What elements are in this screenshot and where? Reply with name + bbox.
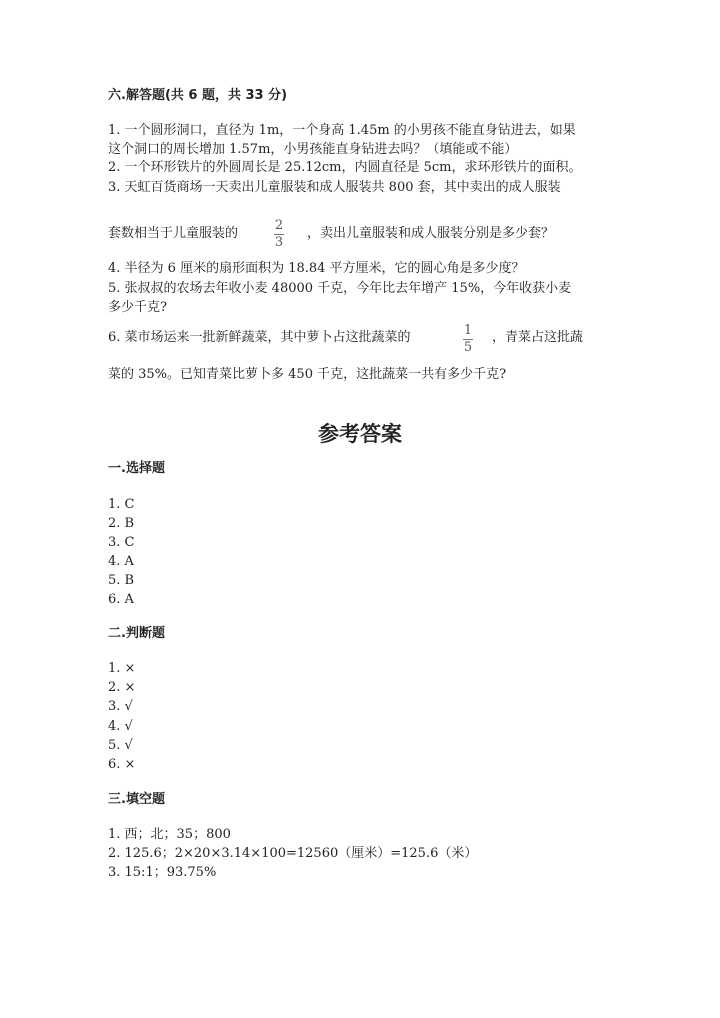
answer-item: 2. ×	[108, 680, 136, 695]
answer-item: 2. B	[108, 516, 135, 531]
answer-item: 5. B	[108, 573, 135, 588]
denominator: 3	[274, 235, 284, 250]
answers-section-1-heading: 一.选择题	[108, 461, 165, 476]
answers-title: 参考答案	[318, 422, 402, 446]
fraction-one-fifth	[463, 324, 473, 355]
answers-section-2-heading: 二.判断题	[108, 626, 165, 641]
answer-item: 4. A	[108, 554, 134, 569]
numerator: 2	[274, 218, 284, 233]
question-6-line-1-start: 6. 菜市场运来一批新鲜蔬菜，其中萝卜占这批蔬菜的	[108, 330, 411, 345]
answer-item: 1. ×	[108, 661, 136, 676]
answer-item: 5. √	[108, 738, 133, 753]
denominator: 5	[463, 340, 473, 355]
answer-item: 2. 125.6；2×20×3.14×100=12560（厘米）=125.6（米）	[108, 846, 478, 861]
question-2: 2. 一个环形铁片的外圆周长是 25.12cm，内圆直径是 5cm，求环形铁片的面积。	[108, 160, 582, 175]
answer-item: 4. √	[108, 719, 133, 734]
question-5-line-1: 5. 张叔叔的农场去年收小麦 48000 千克，今年比去年增产 15%，今年收获小麦	[108, 281, 572, 296]
answer-item: 1. C	[108, 497, 135, 512]
fraction-two-thirds	[274, 219, 284, 250]
question-3-line-2-end: ，卖出儿童服装和成人服装分别是多少套？	[307, 226, 555, 241]
question-1-line-1: 1. 一个圆形洞口，直径为 1m，一个身高 1.45m 的小男孩不能直身钻进去，如果	[108, 123, 576, 138]
question-3-line-1: 3. 天虹百货商场一天卖出儿童服装和成人服装共 800 套，其中卖出的成人服装	[108, 180, 561, 195]
question-6-line-2: 菜的 35%。已知青菜比萝卜多 450 千克，这批蔬菜一共有多少千克?	[108, 367, 507, 382]
numerator: 1	[463, 323, 473, 338]
section-heading: 六.解答题(共 6 题，共 33 分)	[108, 88, 288, 103]
answer-item: 6. ×	[108, 757, 136, 772]
answer-item: 3. √	[108, 699, 133, 714]
question-4: 4. 半径为 6 厘米的扇形面积为 18.84 平方厘米，它的圆心角是多少度？	[108, 261, 525, 276]
answer-item: 3. 15:1；93.75%	[108, 865, 217, 880]
answers-section-3-heading: 三.填空题	[108, 792, 165, 807]
answer-item: 1. 西；北；35；800	[108, 827, 231, 842]
answer-item: 6. A	[108, 592, 134, 607]
question-1-line-2: 这个洞口的周长增加 1.57m，小男孩能直身钻进去吗？（填能或不能）	[108, 142, 518, 157]
question-5-line-2: 多少千克?	[108, 300, 167, 315]
answer-item: 3. C	[108, 535, 135, 550]
question-3-line-2-start: 套数相当于儿童服装的	[108, 226, 239, 241]
question-6-line-1-end: ，青菜占这批蔬	[492, 330, 584, 345]
